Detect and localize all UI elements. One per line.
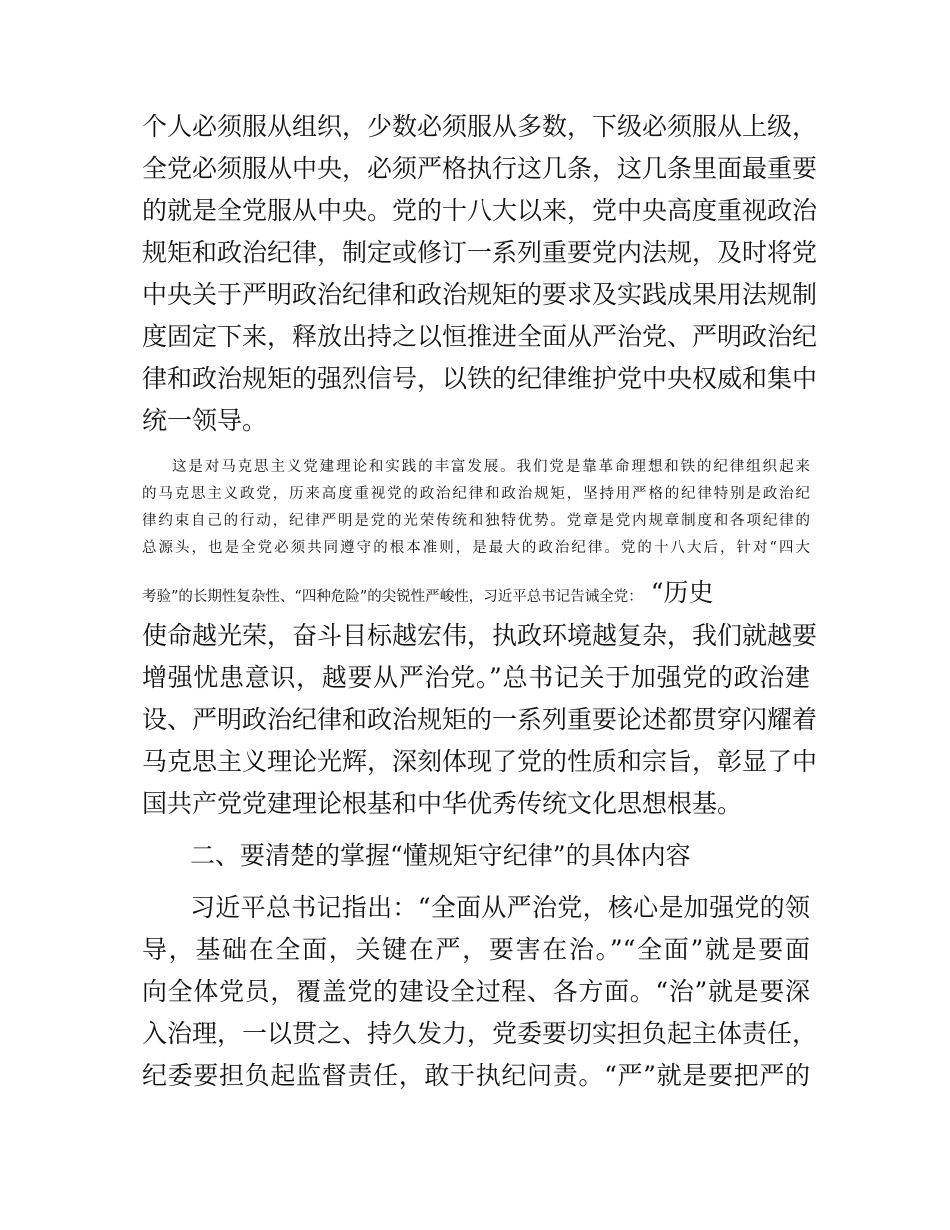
- paragraph-3-line-4: 入治理，一以贯之、持久发力，党委要切实担负起主体责任，: [142, 1019, 818, 1048]
- paragraph-3-line-5: 纪委要担负起监督责任，敢于执纪问责。“严”就是要把严的: [142, 1061, 810, 1090]
- paragraph-3-line-2: 导，基础在全面，关键在严，要害在治。”“全面”就是要面: [142, 935, 810, 964]
- paragraph-1-line-8: 统一领导。: [142, 406, 268, 435]
- paragraph-1-line-6: 度固定下来，释放出持之以恒推进全面从严治党、严明政治纪: [142, 322, 818, 351]
- paragraph-2-line-6: 使命越光荣，奋斗目标越宏伟，执政环境越复杂，我们就越要: [142, 621, 818, 650]
- paragraph-2-line-10: 国共产党党建理论根基和中华优秀传统文化思想根基。: [142, 789, 743, 818]
- paragraph-1-line-3: 的就是全党服从中央。党的十八大以来，党中央高度重视政治: [142, 196, 818, 225]
- paragraph-3-line-3: 向全体党员，覆盖党的建设全过程、各方面。“治”就是要深: [142, 977, 810, 1006]
- paragraph-2-line-9: 马克思主义理论光辉，深刻体现了党的性质和宗旨，彰显了中: [142, 747, 818, 776]
- paragraph-2-line-7: 增强忧患意识，越要从严治党。”总书记关于加强党的政治建: [142, 663, 810, 692]
- paragraph-1-line-2: 全党必须服从中央，必须严格执行这几条，这几条里面最重要: [142, 154, 818, 183]
- paragraph-2-line-4: 总源头，也是全党必须共同遵守的根本准则，是最大的政治纪律。党的十八大后，针对“四大: [142, 540, 810, 556]
- paragraph-2-line-5-small: 考验”的长期性复杂性、“四种危险”的尖锐性严峻性，习近平总书记告诫全党：: [142, 589, 643, 605]
- paragraph-2-line-5: [142, 576, 810, 614]
- paragraph-1-line-4: 规矩和政治纪律，制定或修订一系列重要党内法规，及时将党: [142, 238, 818, 267]
- paragraph-2-line-8: 设、严明政治纪律和政治规矩的一系列重要论述都贯穿闪耀着: [142, 705, 818, 734]
- paragraph-3-line-1: 习近平总书记指出：“全面从严治党，核心是加强党的领: [190, 893, 810, 922]
- section-heading: 二、要清楚的掌握“懂规矩守纪律”的具体内容: [190, 841, 691, 870]
- paragraph-2-line-3: 律约束自己的行动，纪律严明是党的光荣传统和独特优势。党章是党内规章制度和各项纪律的: [142, 513, 810, 529]
- paragraph-2-line-2: 的马克思主义政党，历来高度重视党的政治纪律和政治规矩，坚持用严格的纪律特别是政治纪: [142, 486, 810, 502]
- paragraph-1-line-5: 中央关于严明政治纪律和政治规矩的要求及实践成果用法规制: [142, 280, 818, 309]
- paragraph-2-line-5-large: “历史: [650, 578, 714, 607]
- paragraph-1-line-7: 律和政治规矩的强烈信号，以铁的纪律维护党中央权威和集中: [142, 364, 818, 393]
- paragraph-2-line-1: 这是对马克思主义党建理论和实践的丰富发展。我们党是靠革命理想和铁的纪律组织起来: [172, 459, 810, 475]
- paragraph-1-line-1: 个人必须服从组织，少数必须服从多数，下级必须服从上级，: [142, 112, 818, 141]
